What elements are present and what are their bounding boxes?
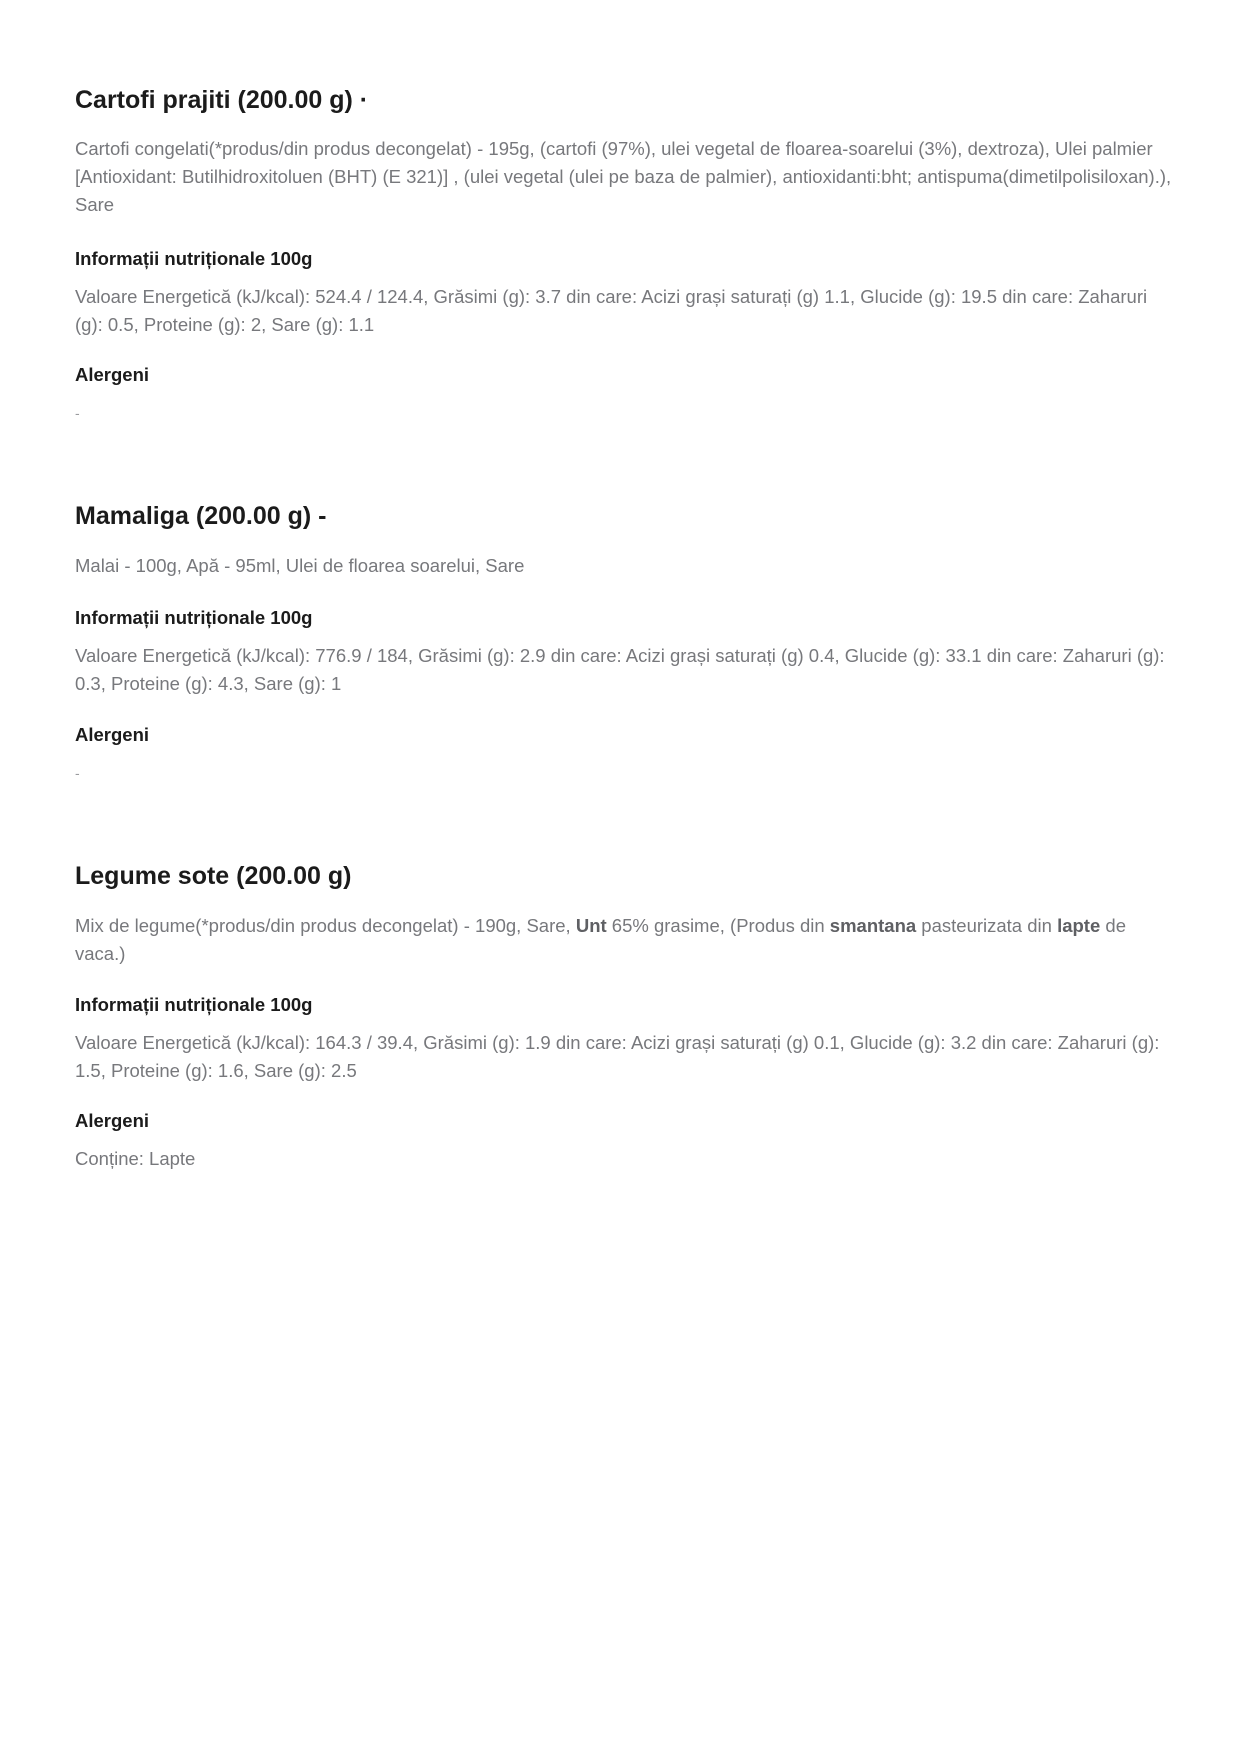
nutrition-heading: Informații nutriționale 100g [75, 607, 313, 628]
allergens-heading: Alergeni [75, 1110, 150, 1131]
ingredients-text [75, 912, 1175, 968]
ingredients-part: Mix de legume(*produs/din produs decongelat) - 190g, Sare, [75, 915, 576, 936]
allergens-text: - [75, 405, 80, 421]
nutrition-text: Valoare Energetică (kJ/kcal): 776.9 / 184, Grăsimi (g): 2.9 din care: Acizi grași saturați (g) 0.4, Glucide (g): 33.1 din care: Zaharuri (g): 0.3, Proteine (g): 4.3, Sare (g): 1 [75, 645, 1165, 694]
nutrition-heading: Informații nutriționale 100g [75, 248, 313, 269]
ingredients-part: 65% grasime, (Produs din [606, 915, 830, 936]
ingredient-highlight: smantana [829, 915, 917, 936]
ingredients-text: Malai - 100g, Apă - 95ml, Ulei de floarea soarelui, Sare [75, 555, 525, 576]
ingredient-highlight: Unt [575, 915, 607, 936]
ingredients-part: de vaca.) [75, 915, 1126, 964]
allergens-heading: Alergeni [75, 724, 150, 745]
nutrition-text: Valoare Energetică (kJ/kcal): 524.4 / 124.4, Grăsimi (g): 3.7 din care: Acizi grași saturați (g) 1.1, Glucide (g): 19.5 din care: Zaharuri (g): 0.5, Proteine (g): 2, Sare (g): 1.1 [75, 286, 1148, 335]
allergens-text: - [75, 765, 80, 781]
product-title: Mamaliga (200.00 g) - [75, 502, 327, 530]
nutrition-heading: Informații nutriționale 100g [75, 994, 313, 1015]
ingredients-part: pasteurizata din [916, 915, 1058, 936]
product-title: Legume sote (200.00 g) [75, 862, 352, 890]
allergens-heading: Alergeni [75, 364, 150, 385]
product-title: Cartofi prajiti (200.00 g) · [75, 86, 369, 114]
nutrition-text: Valoare Energetică (kJ/kcal): 164.3 / 39.4, Grăsimi (g): 1.9 din care: Acizi grași saturați (g) 0.1, Glucide (g): 3.2 din care: Zaharuri (g): 1.5, Proteine (g): 1.6, Sare (g): 2.5 [75, 1032, 1160, 1081]
allergens-text: Conține: Lapte [75, 1148, 196, 1169]
ingredients-text: Cartofi congelati(*produs/din produs decongelat) - 195g, (cartofi (97%), ulei vegetal de floarea-soarelui (3%), dextroza), Ulei palmier [Antioxidant: Butilhidroxitoluen (BHT) (E 321)] , (ulei vegetal (ulei pe baza de palmier), antioxidanti:bht; antispuma(dimetilpolisiloxan).), Sare [75, 138, 1172, 215]
ingredient-highlight: lapte [1057, 915, 1101, 936]
